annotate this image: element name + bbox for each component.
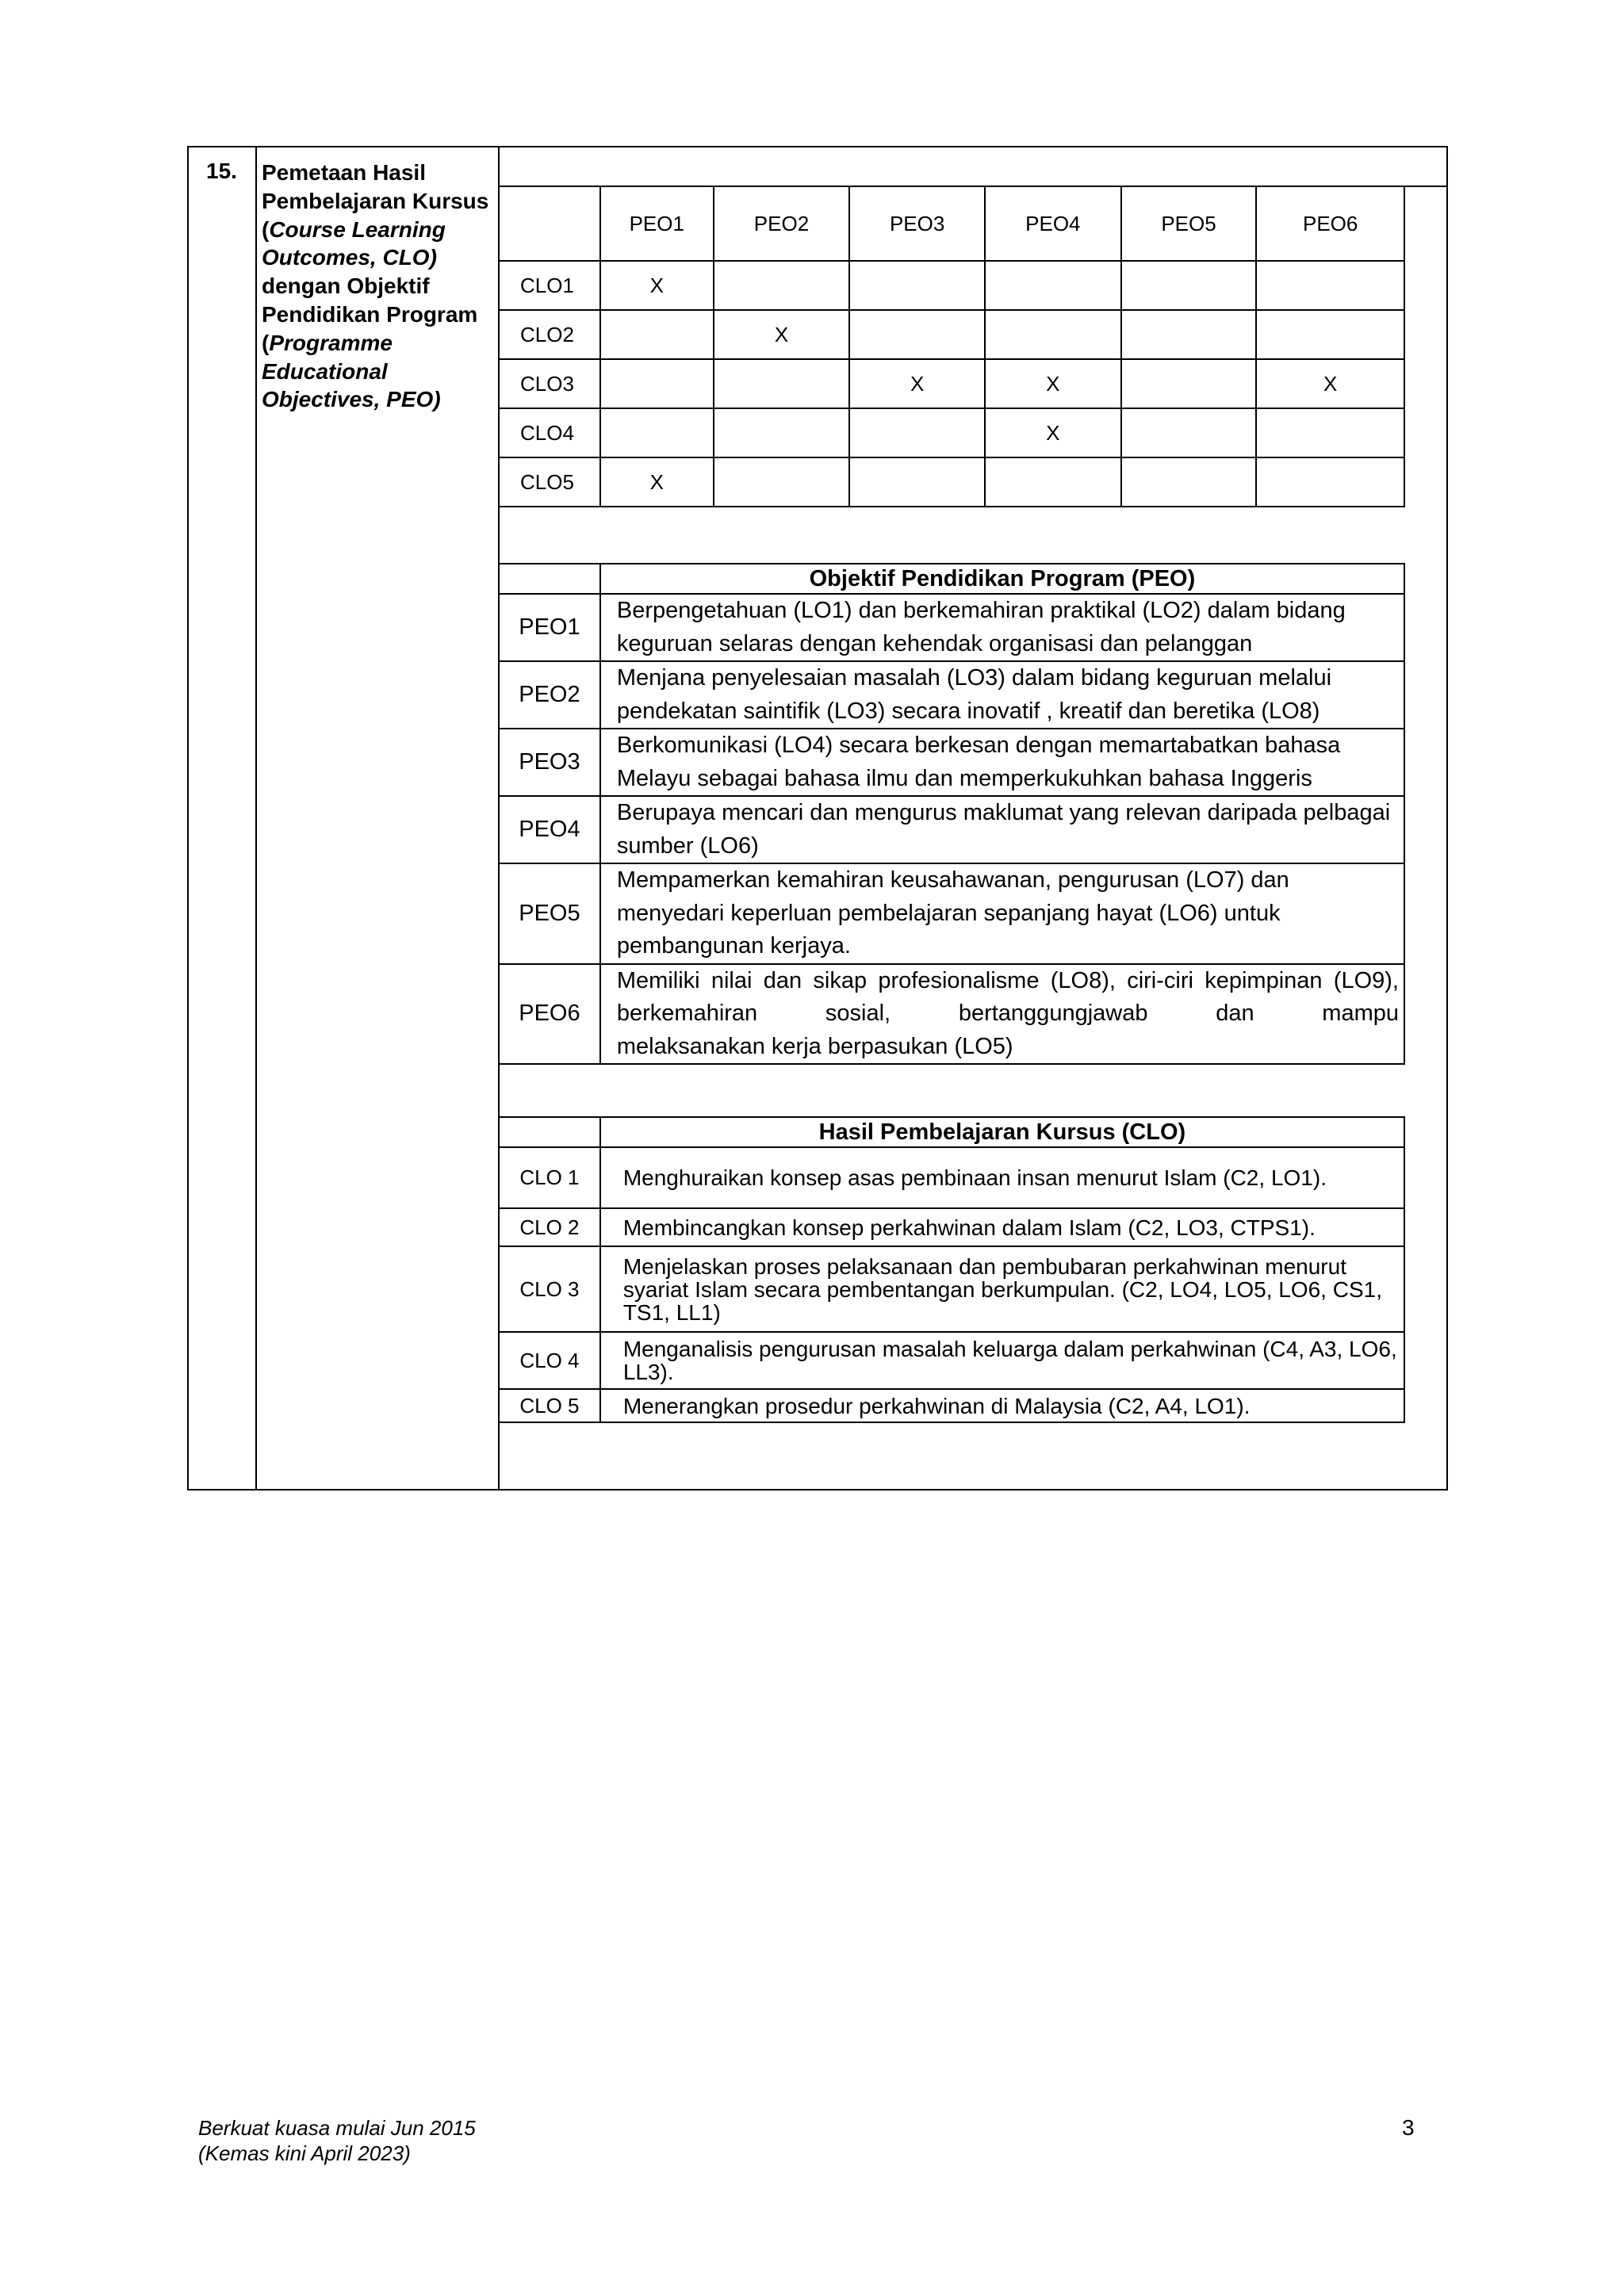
peo-description: Berpengetahuan (LO1) dan berkemahiran praktikal (LO2) dalam bidang keguruan selaras dengan kehendak organisasi dan pelanggan xyxy=(600,594,1404,661)
peo-code: PEO3 xyxy=(499,729,600,796)
mapping-cell xyxy=(714,408,850,457)
clo-table-heading: Hasil Pembelajaran Kursus (CLO) xyxy=(600,1117,1404,1147)
section-number: 15. xyxy=(206,159,237,183)
section-15-frame xyxy=(187,146,1448,1490)
peo-table xyxy=(498,563,1405,1065)
peo-description: Berkomunikasi (LO4) secara berkesan dengan memartabatkan bahasa Melayu sebagai bahasa ilmu dan memperkukuhkan bahasa Inggeris xyxy=(600,729,1404,796)
page-number: 3 xyxy=(1402,2115,1415,2140)
peo-code: PEO5 xyxy=(499,863,600,964)
clo-code: CLO 4 xyxy=(499,1332,600,1389)
title-part: Programme Educational Objectives, PEO) xyxy=(262,330,441,412)
effective-date: Berkuat kuasa mulai Jun 2015 xyxy=(198,2116,476,2140)
column-divider xyxy=(255,147,257,1489)
mapping-cell xyxy=(714,261,850,310)
table-row xyxy=(499,1389,1404,1422)
mapping-cell xyxy=(1121,408,1257,457)
mapping-cell xyxy=(985,310,1121,359)
mapping-cell: X xyxy=(600,457,714,507)
peo-description-last-line: melaksanakan kerja berpasukan (LO5) xyxy=(616,1033,1013,1059)
mapping-cell xyxy=(849,310,985,359)
table-row xyxy=(499,729,1404,796)
table-row xyxy=(499,359,1404,408)
table-row xyxy=(499,1246,1404,1332)
mapping-col-header: PEO6 xyxy=(1256,186,1404,261)
mapping-cell xyxy=(985,261,1121,310)
mapping-cell xyxy=(849,408,985,457)
mapping-cell: X xyxy=(985,359,1121,408)
mapping-header-row xyxy=(499,186,1404,261)
peo-description xyxy=(600,964,1404,1065)
mapping-cell xyxy=(849,261,985,310)
table-row xyxy=(499,1147,1404,1208)
table-row xyxy=(499,408,1404,457)
peo-description: Berupaya mencari dan mengurus maklumat yang relevan daripada pelbagai sumber (LO6) xyxy=(600,796,1404,863)
table-row xyxy=(499,661,1404,729)
table-row xyxy=(499,863,1404,964)
mapping-cell xyxy=(1256,457,1404,507)
mapping-col-header: PEO5 xyxy=(1121,186,1257,261)
mapping-cell xyxy=(1256,408,1404,457)
peo-description-lines: Memiliki nilai dan sikap profesionalisme (LO8), ciri-ciri kepimpinan (LO9), berkemahiran sosial, bertanggungjawab dan mampu xyxy=(616,967,1399,1026)
table-row xyxy=(499,1208,1404,1246)
table-row xyxy=(499,796,1404,863)
clo-table xyxy=(498,1116,1405,1423)
mapping-cell: X xyxy=(849,359,985,408)
title-part: Course Learning Outcomes, CLO) xyxy=(262,216,446,270)
clo-code: CLO 3 xyxy=(499,1246,600,1332)
mapping-row-header: CLO1 xyxy=(499,261,600,310)
mapping-corner-cell xyxy=(499,186,600,261)
mapping-cell xyxy=(600,359,714,408)
clo-description: Menjelaskan proses pelaksanaan dan pembubaran perkahwinan menurut syariat Islam secara pembentangan berkumpulan. (C2, LO4, LO5, LO6, CS1, TS1, LL1) xyxy=(600,1246,1404,1332)
peo-code: PEO4 xyxy=(499,796,600,863)
table-row xyxy=(499,457,1404,507)
mapping-row-header: CLO3 xyxy=(499,359,600,408)
clo-header-row xyxy=(499,1117,1404,1147)
mapping-cell xyxy=(1256,310,1404,359)
mapping-cell xyxy=(849,457,985,507)
mapping-cell xyxy=(1121,359,1257,408)
clo-description: Menghuraikan konsep asas pembinaan insan menurut Islam (C2, LO1). xyxy=(600,1147,1404,1208)
mapping-cell xyxy=(1256,261,1404,310)
mapping-col-header: PEO3 xyxy=(849,186,985,261)
peo-code: PEO2 xyxy=(499,661,600,729)
clo-code: CLO 1 xyxy=(499,1147,600,1208)
mapping-cell xyxy=(1121,310,1257,359)
section-title xyxy=(262,159,500,414)
peo-header-row xyxy=(499,564,1404,594)
peo-table-heading: Objektif Pendidikan Program (PEO) xyxy=(600,564,1404,594)
mapping-cell: X xyxy=(600,261,714,310)
title-part: Pemetaan Hasil Pembelajaran Kursus ( xyxy=(262,160,489,242)
mapping-cell xyxy=(600,408,714,457)
clo-code: CLO 5 xyxy=(499,1389,600,1422)
mapping-cell xyxy=(714,359,850,408)
table-row xyxy=(499,261,1404,310)
peo-description: Menjana penyelesaian masalah (LO3) dalam bidang keguruan melalui pendekatan saintifik (LO3) secara inovatif , kreatif dan beretika (LO8) xyxy=(600,661,1404,729)
mapping-cell: X xyxy=(714,310,850,359)
peo-code: PEO6 xyxy=(499,964,600,1065)
mapping-col-header: PEO4 xyxy=(985,186,1121,261)
table-row xyxy=(499,964,1404,1065)
table-row xyxy=(499,594,1404,661)
mapping-row-header: CLO4 xyxy=(499,408,600,457)
mapping-cell: X xyxy=(1256,359,1404,408)
mapping-cell xyxy=(985,457,1121,507)
clo-description: Membincangkan konsep perkahwinan dalam Islam (C2, LO3, CTPS1). xyxy=(600,1208,1404,1246)
mapping-cell xyxy=(600,310,714,359)
clo-description: Menganalisis pengurusan masalah keluarga dalam perkahwinan (C4, A3, LO6, LL3). xyxy=(600,1332,1404,1389)
clo-code: CLO 2 xyxy=(499,1208,600,1246)
clo-corner-cell xyxy=(499,1117,600,1147)
mapping-row-header: CLO5 xyxy=(499,457,600,507)
mapping-cell: X xyxy=(985,408,1121,457)
clo-description: Menerangkan prosedur perkahwinan di Malaysia (C2, A4, LO1). xyxy=(600,1389,1404,1422)
clo-peo-mapping-table xyxy=(498,186,1405,507)
mapping-row-header: CLO2 xyxy=(499,310,600,359)
peo-code: PEO1 xyxy=(499,594,600,661)
document-footer xyxy=(198,2115,476,2166)
title-part: dengan Objektif Pendidikan Program ( xyxy=(262,274,478,355)
table-row xyxy=(499,1332,1404,1389)
mapping-col-header: PEO2 xyxy=(714,186,850,261)
mapping-cell xyxy=(1121,457,1257,507)
mapping-col-header: PEO1 xyxy=(600,186,714,261)
table-row xyxy=(499,310,1404,359)
revision-date: (Kemas kini April 2023) xyxy=(198,2141,411,2165)
mapping-cell xyxy=(1121,261,1257,310)
peo-description: Mempamerkan kemahiran keusahawanan, pengurusan (LO7) dan menyedari keperluan pembelajaran sepanjang hayat (LO6) untuk pembangunan kerjaya. xyxy=(600,863,1404,964)
mapping-cell xyxy=(714,457,850,507)
peo-corner-cell xyxy=(499,564,600,594)
